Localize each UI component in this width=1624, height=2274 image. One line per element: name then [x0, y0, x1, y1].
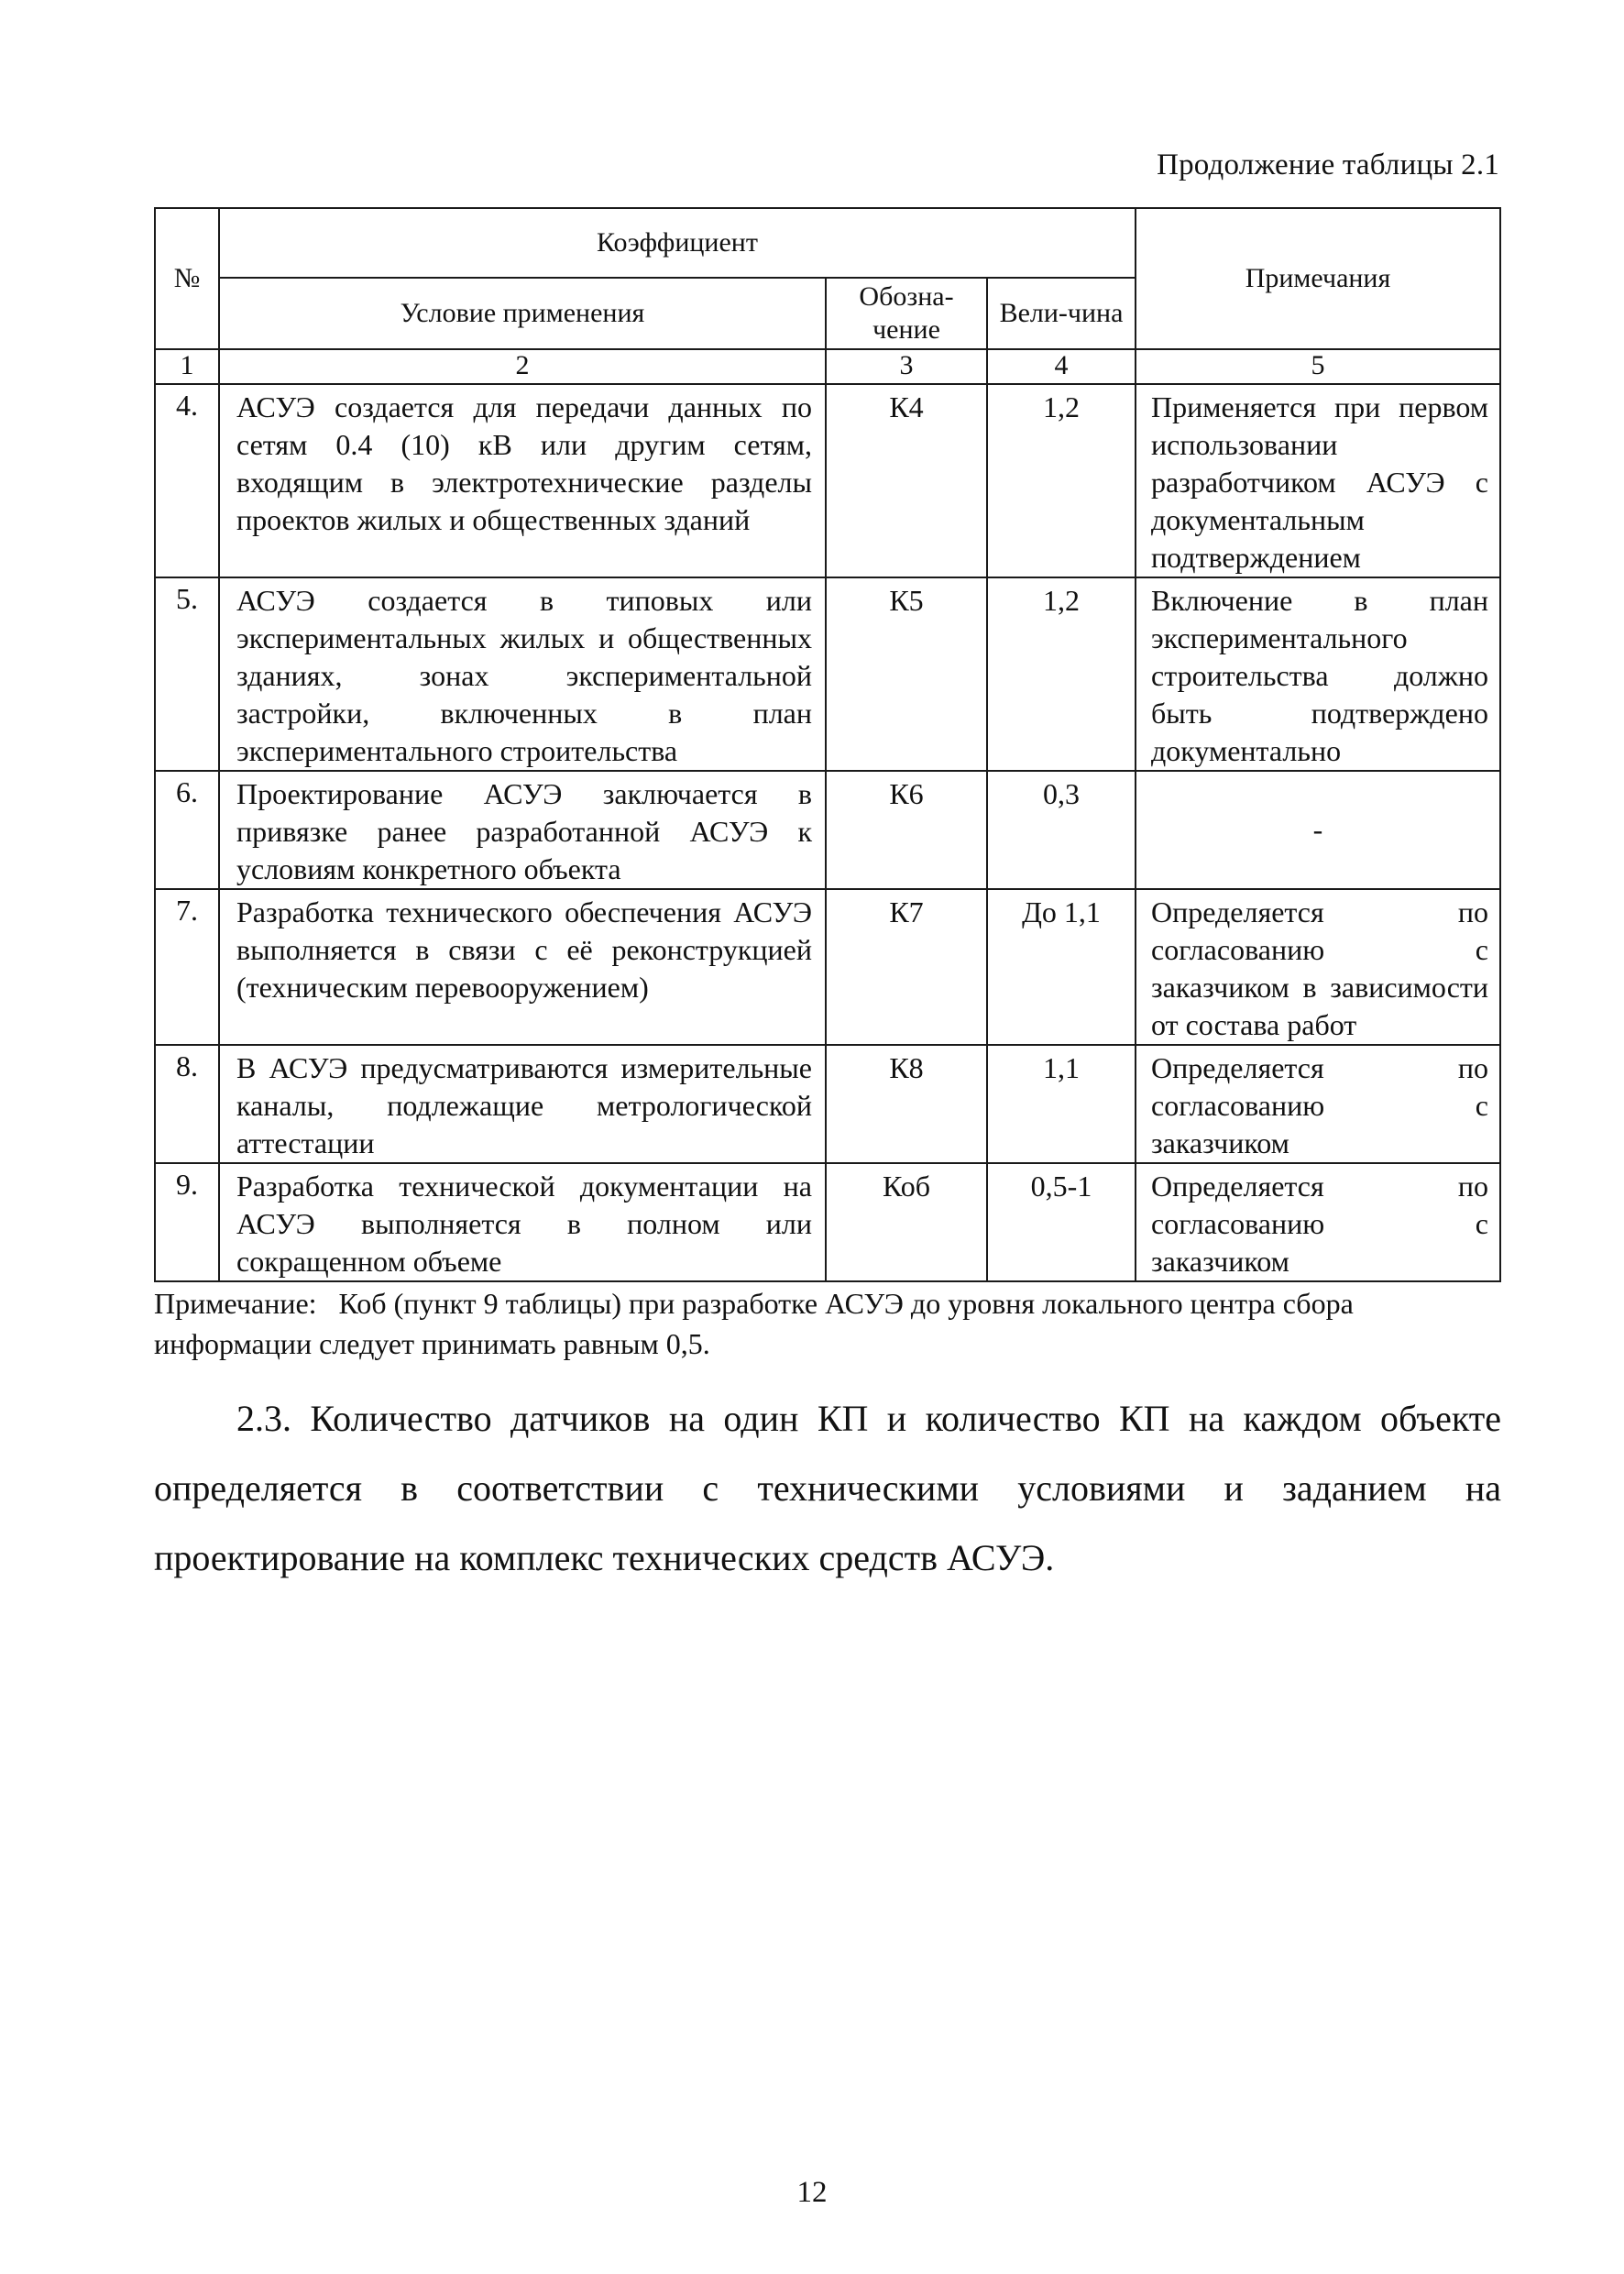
footnote-label: Примечание: [154, 1287, 317, 1320]
table-row [155, 577, 1500, 771]
row-condition: В АСУЭ предусматриваются измерительные каналы, подлежащие метрологической аттестации [219, 1045, 826, 1163]
row-value: 0,3 [987, 771, 1136, 889]
row-condition: АСУЭ создается в типовых или экспериментальных жилых и общественных зданиях, зонах экспериментальной застройки, включенных в план экспериментального строительства [219, 577, 826, 771]
header-notes: Примечания [1136, 208, 1500, 349]
header-symbol: Обозна-чение [826, 278, 987, 349]
row-value: 0,5-1 [987, 1163, 1136, 1281]
row-note: Применяется при первом использовании разработчиком АСУЭ с документальным подтверждением [1136, 384, 1500, 577]
table-continuation-label: Продолжение таблицы 2.1 [1157, 148, 1499, 181]
row-value: 1,1 [987, 1045, 1136, 1163]
column-number: 3 [826, 349, 987, 384]
row-number: 7. [155, 889, 219, 1045]
row-symbol: К5 [826, 577, 987, 771]
page-number: 12 [796, 2176, 828, 2209]
column-number: 2 [219, 349, 826, 384]
paragraph-2-3: 2.3. Количество датчиков на один КП и количество КП на каждом объекте определяется в соответствии с техническими условиями и заданием на проектирование на комплекс технических средств АСУЭ. [154, 1398, 1501, 1578]
row-symbol: Коб [826, 1163, 987, 1281]
table-row [155, 889, 1500, 1045]
row-note: Определяется по согласованию с заказчиком [1136, 1163, 1500, 1281]
table-header-row [155, 208, 1500, 278]
row-number: 4. [155, 384, 219, 577]
header-coefficient: Коэффициент [219, 208, 1136, 278]
row-number: 9. [155, 1163, 219, 1281]
column-number: 1 [155, 349, 219, 384]
footnote-text: Коб (пункт 9 таблицы) при разработке АСУЭ до уровня локального центра сбора информации следует принимать равным 0,5. [154, 1287, 1354, 1360]
column-number: 5 [1136, 349, 1500, 384]
header-number: № [155, 208, 219, 349]
row-symbol: К8 [826, 1045, 987, 1163]
row-number: 6. [155, 771, 219, 889]
header-condition: Условие применения [219, 278, 826, 349]
column-number-row [155, 349, 1500, 384]
table-row [155, 771, 1500, 889]
coefficients-table [154, 207, 1501, 1282]
table-footnote [154, 1283, 1501, 1364]
row-note: - [1136, 771, 1500, 889]
row-number: 8. [155, 1045, 219, 1163]
row-note: Включение в план экспериментального строительства должно быть подтверждено документально [1136, 577, 1500, 771]
table-row [155, 1163, 1500, 1281]
row-value: До 1,1 [987, 889, 1136, 1045]
row-note: Определяется по согласованию с заказчиком в зависимости от состава работ [1136, 889, 1500, 1045]
row-note: Определяется по согласованию с заказчиком [1136, 1045, 1500, 1163]
row-symbol: К7 [826, 889, 987, 1045]
row-symbol: К6 [826, 771, 987, 889]
column-number: 4 [987, 349, 1136, 384]
row-condition: Разработка технического обеспечения АСУЭ выполняется в связи с её реконструкцией (техническим перевооружением) [219, 889, 826, 1045]
table-row [155, 384, 1500, 577]
row-symbol: К4 [826, 384, 987, 577]
table-row [155, 1045, 1500, 1163]
row-condition: Разработка технической документации на АСУЭ выполняется в полном или сокращенном объеме [219, 1163, 826, 1281]
row-number: 5. [155, 577, 219, 771]
row-value: 1,2 [987, 577, 1136, 771]
row-condition: АСУЭ создается для передачи данных по сетям 0.4 (10) кВ или другим сетям, входящим в электротехнические разделы проектов жилых и общественных зданий [219, 384, 826, 577]
row-value: 1,2 [987, 384, 1136, 577]
row-condition: Проектирование АСУЭ заключается в привязке ранее разработанной АСУЭ к условиям конкретного объекта [219, 771, 826, 889]
header-value: Вели-чина [987, 278, 1136, 349]
